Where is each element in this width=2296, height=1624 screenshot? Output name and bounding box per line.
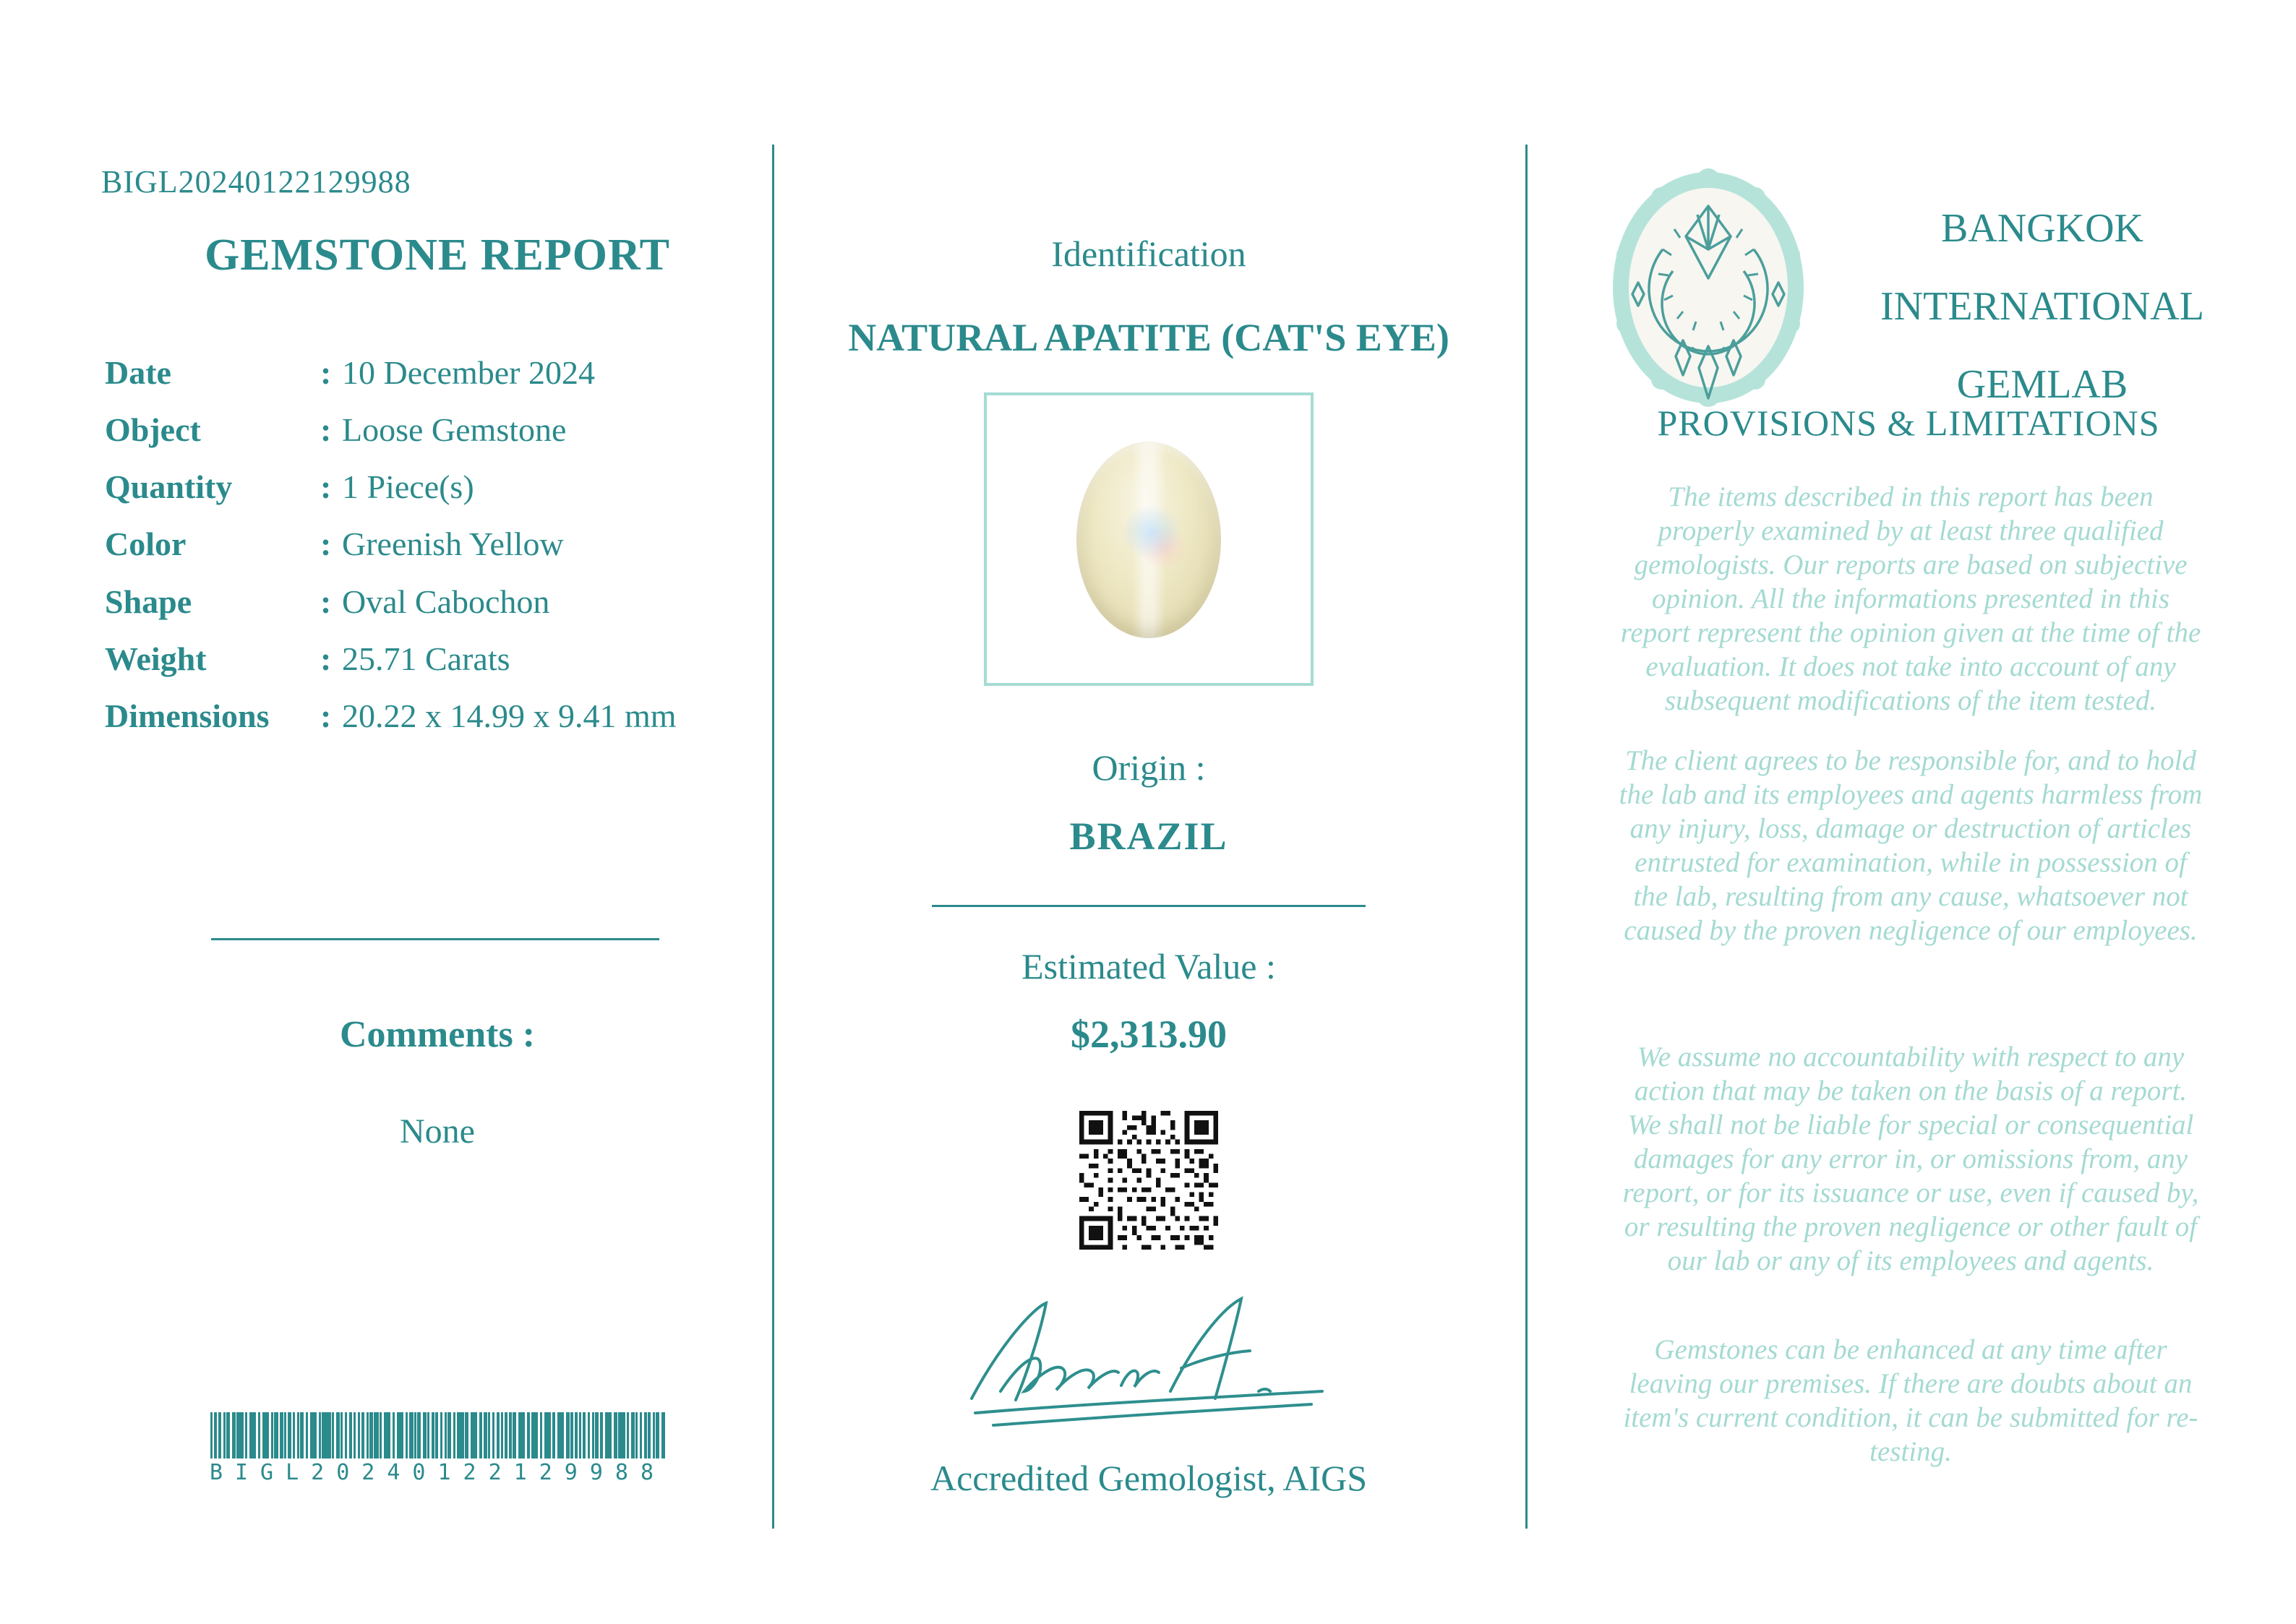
signature <box>932 1283 1366 1438</box>
comments-divider-line <box>211 938 659 940</box>
field-value: 10 December 2024 <box>342 354 595 391</box>
field-colon: : <box>320 640 332 677</box>
field-row-shape <box>105 583 770 621</box>
field-label: Object <box>105 411 201 448</box>
comments-label: Comments : <box>339 1014 536 1055</box>
column-divider-right <box>1525 145 1528 1529</box>
estimated-value-divider-line <box>932 905 1366 907</box>
barcode-text: BIGL20240122129988 <box>209 1460 667 1485</box>
field-row-quantity <box>105 468 770 506</box>
estimated-value-label: Estimated Value : <box>1021 946 1276 987</box>
report-number: BIGL20240122129988 <box>101 164 411 199</box>
gem-photo-frame <box>984 392 1314 686</box>
gem-photo <box>1076 442 1221 638</box>
field-value: Oval Cabochon <box>342 583 550 620</box>
field-row-dimensions <box>105 697 770 735</box>
provisions-limitations-heading: PROVISIONS & LIMITATIONS <box>1657 403 2160 443</box>
field-row-object <box>105 411 770 449</box>
field-value: Loose Gemstone <box>342 411 567 448</box>
field-colon: : <box>320 697 332 734</box>
lab-name-line: INTERNATIONAL <box>1880 284 2204 329</box>
field-label: Shape <box>105 583 192 620</box>
lab-name-line: GEMLAB <box>1956 362 2128 407</box>
lab-name-line: BANGKOK <box>1941 206 2143 251</box>
field-label: Color <box>105 525 187 562</box>
gemologist-credential-line: Accredited Gemologist, AIGS <box>930 1458 1368 1498</box>
field-value: 25.71 Carats <box>342 640 510 677</box>
field-colon: : <box>320 468 332 505</box>
provisions-paragraph: Gemstones can be enhanced at any time after leaving our premises. If there are doubts about an item's current condition, it can be submitted for re-testing. <box>1623 1334 2198 1467</box>
estimated-value: $2,313.90 <box>1071 1013 1227 1056</box>
field-colon: : <box>320 525 332 562</box>
field-value: 1 Piece(s) <box>342 468 474 505</box>
field-row-date <box>105 353 770 392</box>
gem-name-heading: NATURAL APATITE (CAT'S EYE) <box>848 316 1449 359</box>
report-title: GEMSTONE REPORT <box>205 231 670 280</box>
origin-label: Origin : <box>1092 747 1206 788</box>
field-row-color <box>105 525 770 563</box>
gemlab-logo-badge-icon <box>1611 168 1806 407</box>
field-label: Quantity <box>105 468 233 505</box>
qr-code <box>1079 1111 1218 1250</box>
provisions-paragraph: The items described in this report has been properly examined by at least three qualified gemologists. Our reports are based on subjective opinion. All the informations presented in this report represent the opinion given at the time of the evaluation. It does not take into account of any subsequent modifications of the item tested. <box>1620 481 2201 716</box>
field-colon: : <box>320 583 332 620</box>
field-value: Greenish Yellow <box>342 525 564 562</box>
origin-value: BRAZIL <box>1069 815 1228 858</box>
lab-name <box>1822 189 2263 424</box>
field-colon: : <box>320 354 332 391</box>
field-label: Dimensions <box>105 697 270 734</box>
field-value: 20.22 x 14.99 x 9.41 mm <box>342 697 677 734</box>
field-row-weight <box>105 640 770 678</box>
comments-value: None <box>400 1112 475 1151</box>
field-colon: : <box>320 411 332 448</box>
identification-section-title: Identification <box>1051 233 1246 274</box>
barcode <box>210 1412 665 1458</box>
provisions-paragraph: We assume no accountability with respect to any action that may be taken on the basis of a report. We shall not be liable for special or consequential damages for any error in, or omissions from, any report, or for its issuance or use, even if caused by, or resulting the proven negligence or other fault of our lab or any of its employees and agents. <box>1622 1041 2199 1276</box>
provisions-paragraph: The client agrees to be responsible for, and to hold the lab and its employees and agents harmless from any injury, loss, damage or destruction of articles entrusted for examination, while in possession of the lab, resulting from any cause, whatsoever not caused by the proven negligence of our employees. <box>1619 745 2203 946</box>
field-label: Date <box>105 354 171 391</box>
field-label: Weight <box>105 640 207 677</box>
